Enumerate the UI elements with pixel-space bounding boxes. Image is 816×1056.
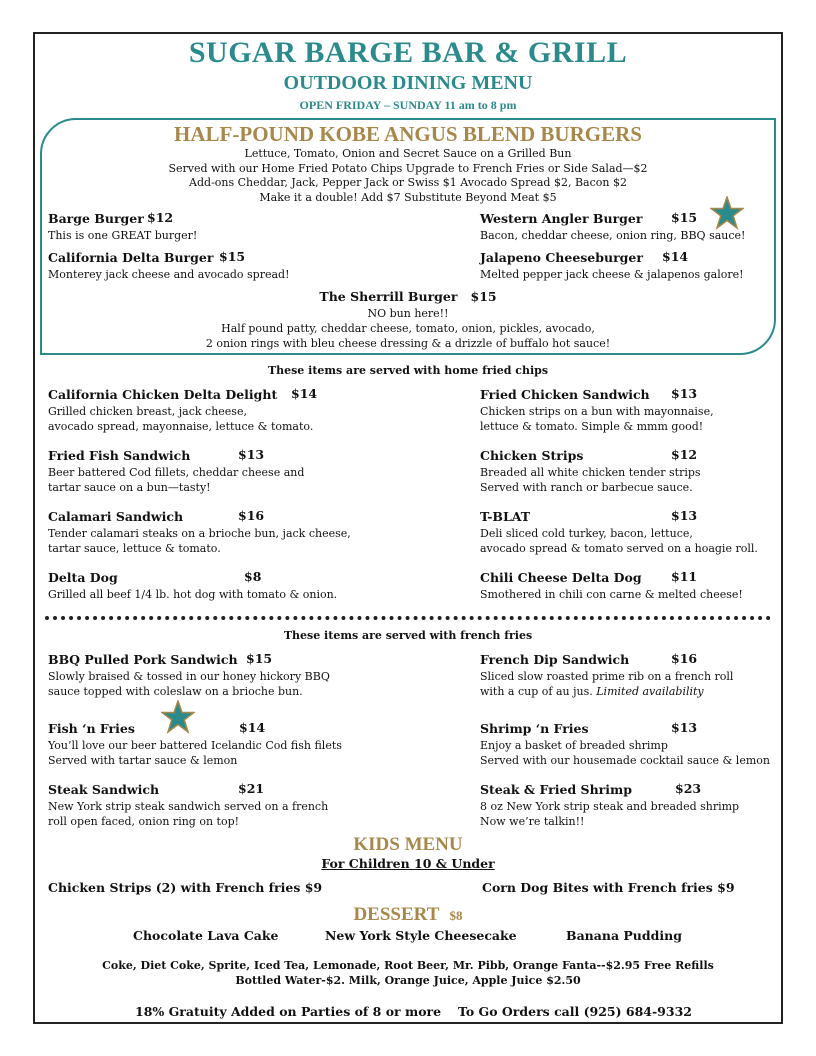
- star-icon: [161, 700, 195, 734]
- item-price: $16: [238, 508, 265, 523]
- item-name: French Dip Sandwich: [480, 652, 630, 667]
- item-desc: Slowly braised & tossed in our honey hickory BBQ: [48, 670, 330, 683]
- item-price: $15: [470, 289, 497, 304]
- item-desc: lettuce & tomato. Simple & mmm good!: [480, 420, 704, 433]
- burgers-info-line: Add-ons Cheddar, Jack, Pepper Jack or Swiss $1 Avocado Spread $2, Bacon $2: [189, 176, 627, 189]
- menu-item-barge-burger: [48, 210, 448, 243]
- burgers-info-line: Served with our Home Fried Potato Chips Upgrade to French Fries or Side Salad—$2: [168, 162, 648, 175]
- restaurant-title: SUGAR BARGE BAR & GRILL: [188, 36, 628, 69]
- item-desc: with a cup of au jus.: [480, 685, 593, 698]
- menu-item: [48, 447, 468, 495]
- fries-section-heading: These items are served with french fries: [283, 629, 533, 642]
- item-desc: Grilled chicken breast, jack cheese,: [48, 405, 247, 418]
- menu-item-sherrill-burger: [0, 288, 816, 351]
- item-desc: You’ll love our beer battered Icelandic Cod fish filets: [48, 739, 342, 752]
- item-desc: Served with tartar sauce & lemon: [48, 754, 238, 767]
- item-price: $14: [239, 720, 266, 735]
- item-desc: avocado spread & tomato served on a hoagie roll.: [480, 542, 758, 555]
- item-desc: Served with our housemade cocktail sauce & lemon: [480, 754, 770, 767]
- item-price: $12: [147, 210, 174, 225]
- item-price: $15: [246, 651, 273, 666]
- item-price: $13: [671, 508, 698, 523]
- kids-item: Corn Dog Bites with French fries $9: [482, 880, 735, 895]
- item-desc: Bacon, cheddar cheese, onion ring, BBQ sauce!: [480, 229, 746, 242]
- item-name: California Chicken Delta Delight: [48, 387, 278, 402]
- kids-menu-heading: KIDS MENU: [353, 834, 463, 855]
- chips-section-heading: These items are served with home fried chips: [267, 364, 549, 377]
- item-desc: Melted pepper jack cheese & jalapenos galore!: [480, 268, 744, 281]
- dessert-item: New York Style Cheesecake: [325, 928, 517, 943]
- item-name: Delta Dog: [48, 570, 118, 585]
- item-desc: Deli sliced cold turkey, bacon, lettuce,: [480, 527, 693, 540]
- item-desc: Grilled all beef 1/4 lb. hot dog with tomato & onion.: [48, 588, 338, 601]
- item-price: $11: [671, 569, 698, 584]
- item-desc: Chicken strips on a bun with mayonnaise,: [480, 405, 714, 418]
- menu-item: [48, 781, 468, 829]
- item-price: $15: [219, 249, 246, 264]
- item-desc: tartar sauce on a bun—tasty!: [48, 481, 211, 494]
- kids-item: Chicken Strips (2) with French fries $9: [48, 880, 323, 895]
- menu-item: [48, 569, 468, 602]
- menu-item: [480, 781, 770, 829]
- item-desc: NO bun here!!: [367, 307, 449, 320]
- menu-item: [48, 508, 468, 556]
- item-name: Chicken Strips: [480, 448, 584, 463]
- gratuity-note: 18% Gratuity Added on Parties of 8 or more: [135, 1004, 442, 1019]
- dessert-heading: DESSERT: [353, 904, 440, 925]
- item-desc: 2 onion rings with bleu cheese dressing & a drizzle of buffalo hot sauce!: [205, 337, 611, 350]
- item-desc: Sliced slow roasted prime rib on a french roll: [480, 670, 734, 683]
- item-price: $23: [675, 781, 702, 796]
- burgers-info-line: Lettuce, Tomato, Onion and Secret Sauce on a Grilled Bun: [244, 147, 572, 160]
- item-desc: Half pound patty, cheddar cheese, tomato, onion, pickles, avocado,: [221, 322, 595, 335]
- item-desc: avocado spread, mayonnaise, lettuce & tomato.: [48, 420, 314, 433]
- item-desc: 8 oz New York strip steak and breaded shrimp: [480, 800, 740, 813]
- item-price: $14: [662, 249, 689, 264]
- item-desc-with-note: [480, 684, 770, 699]
- item-price: $14: [291, 386, 318, 401]
- burgers-info-line: Make it a double! Add $7 Substitute Beyond Meat $5: [259, 191, 557, 204]
- item-name: T-BLAT: [480, 509, 531, 524]
- drinks-line: Coke, Diet Coke, Sprite, Iced Tea, Lemonade, Root Beer, Mr. Pibb, Orange Fanta--$2.95 Free Refills: [102, 959, 714, 972]
- item-desc: Beer battered Cod fillets, cheddar cheese and: [48, 466, 305, 479]
- item-desc: Monterey jack cheese and avocado spread!: [48, 268, 290, 281]
- item-name: Western Angler Burger: [480, 211, 643, 226]
- item-desc: New York strip steak sandwich served on a french: [48, 800, 329, 813]
- item-price: $13: [671, 386, 698, 401]
- menu-item-jalapeno-cheeseburger: [480, 249, 760, 282]
- item-desc: Breaded all white chicken tender strips: [480, 466, 701, 479]
- item-price: $16: [671, 651, 698, 666]
- item-name: The Sherrill Burger: [319, 289, 458, 304]
- menu-subtitle: OUTDOOR DINING MENU: [283, 72, 533, 94]
- menu-item: [480, 569, 770, 602]
- item-name: Barge Burger: [48, 211, 144, 226]
- menu-item: [480, 508, 770, 556]
- item-desc: tartar sauce, lettuce & tomato.: [48, 542, 221, 555]
- item-desc: roll open faced, onion ring on top!: [48, 815, 240, 828]
- menu-item: [480, 447, 770, 495]
- kids-menu-subheading: For Children 10 & Under: [321, 856, 495, 871]
- availability-note: Limited availability: [596, 685, 704, 698]
- item-name: Fried Chicken Sandwich: [480, 387, 650, 402]
- section-divider: [45, 616, 771, 620]
- drinks-line: Bottled Water-$2. Milk, Orange Juice, Apple Juice $2.50: [235, 974, 581, 987]
- menu-item: [48, 651, 468, 699]
- sherrill-title: [0, 288, 816, 306]
- item-name: Shrimp ‘n Fries: [480, 721, 589, 736]
- opening-hours: OPEN FRIDAY – SUNDAY 11 am to 8 pm: [299, 98, 517, 112]
- dessert-item: Banana Pudding: [566, 928, 682, 943]
- item-price: $12: [671, 447, 698, 462]
- dessert-price: $8: [449, 908, 463, 923]
- menu-item: [48, 386, 468, 434]
- item-name: Jalapeno Cheeseburger: [480, 250, 643, 265]
- item-name: California Delta Burger: [48, 250, 214, 265]
- item-name: Fish ‘n Fries: [48, 721, 135, 736]
- item-price: $15: [671, 210, 698, 225]
- item-name: BBQ Pulled Pork Sandwich: [48, 652, 238, 667]
- menu-item: [480, 720, 770, 768]
- item-desc: This is one GREAT burger!: [48, 229, 198, 242]
- menu-item: [48, 720, 468, 768]
- item-desc: Now we’re talkin!!: [480, 815, 585, 828]
- dessert-item: Chocolate Lava Cake: [133, 928, 279, 943]
- item-name: Steak Sandwich: [48, 782, 160, 797]
- item-price: $8: [244, 569, 262, 584]
- item-price: $21: [238, 781, 265, 796]
- menu-item-california-delta-burger: [48, 249, 448, 282]
- star-icon: [710, 196, 744, 230]
- item-desc: Tender calamari steaks on a brioche bun, jack cheese,: [48, 527, 351, 540]
- item-desc: Served with ranch or barbecue sauce.: [480, 481, 693, 494]
- item-name: Calamari Sandwich: [48, 509, 184, 524]
- menu-item: [480, 386, 770, 434]
- item-desc: Smothered in chili con carne & melted cheese!: [480, 588, 743, 601]
- item-desc: Enjoy a basket of breaded shrimp: [480, 739, 668, 752]
- burgers-heading: HALF-POUND KOBE ANGUS BLEND BURGERS: [174, 122, 642, 146]
- item-name: Steak & Fried Shrimp: [480, 782, 632, 797]
- item-price: $13: [238, 447, 265, 462]
- item-desc: sauce topped with coleslaw on a brioche bun.: [48, 685, 303, 698]
- to-go-phone: To Go Orders call (925) 684-9332: [458, 1004, 692, 1019]
- menu-item: [480, 651, 770, 699]
- item-name: Chili Cheese Delta Dog: [480, 570, 642, 585]
- dessert-heading-row: [0, 904, 816, 926]
- item-name: Fried Fish Sandwich: [48, 448, 191, 463]
- item-price: $13: [671, 720, 698, 735]
